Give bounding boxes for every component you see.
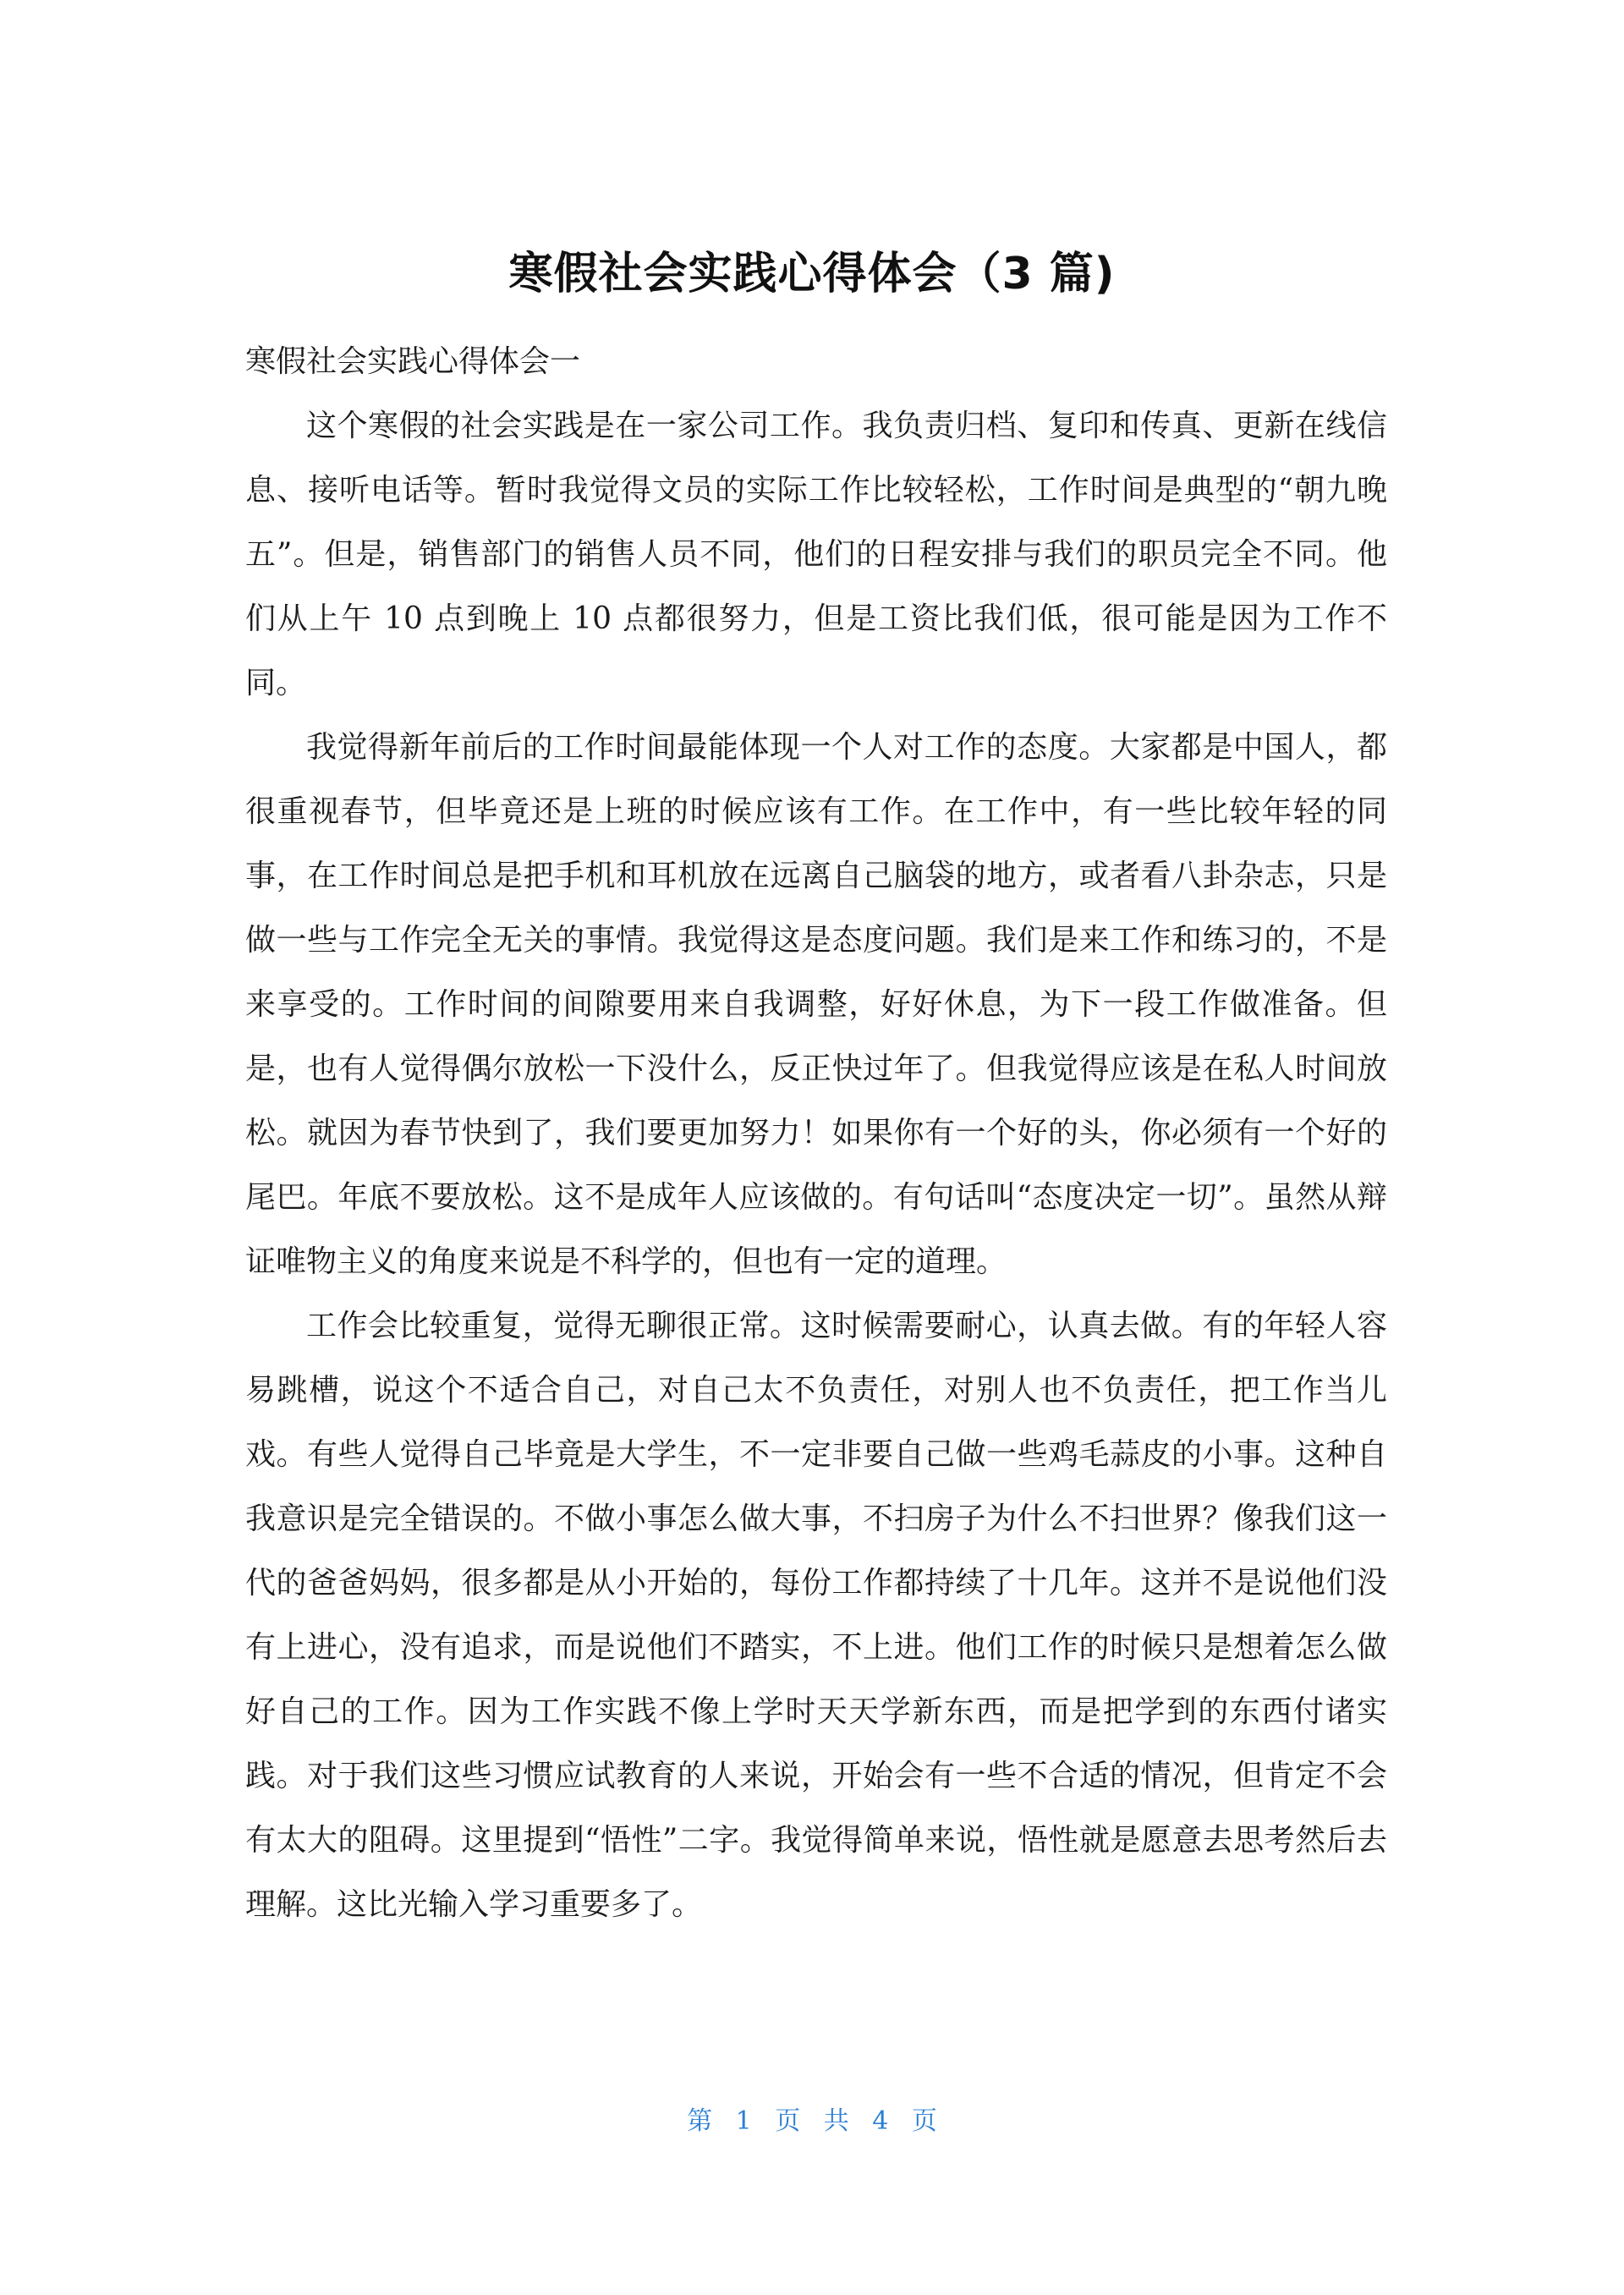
paragraph-1: 这个寒假的社会实践是在一家公司工作。我负责归档、复印和传真、更新在线信息、接听电话等。暂时我觉得文员的实际工作比较轻松，工作时间是典型的“朝九晚五”。但是，销售部门的销售人员不同，他们的日程安排与我们的职员完全不同。他们从上午 10 点到晚上 10 点都很努力，但是工资比我们低，很可能是因为工作不同。: [245, 409, 1387, 700]
paragraph-2: 我觉得新年前后的工作时间最能体现一个人对工作的态度。大家都是中国人，都很重视春节，但毕竟还是上班的时候应该有工作。在工作中，有一些比较年轻的同事，在工作时间总是把手机和耳机放在远离自己脑袋的地方，或者看八卦杂志，只是做一些与工作完全无关的事情。我觉得这是态度问题。我们是来工作和练习的，不是来享受的。工作时间的间隙要用来自我调整，好好休息，为下一段工作做准备。但是，也有人觉得偶尔放松一下没什么，反正快过年了。但我觉得应该是在私人时间放松。就因为春节快到了，我们要更加努力！如果你有一个好的头，你必须有一个好的尾巴。年底不要放松。这不是成年人应该做的。有句话叫“态度决定一切”。虽然从辩证唯物主义的角度来说是不科学的，但也有一定的道理。: [245, 730, 1387, 1279]
document-title: 寒假社会实践心得体会（3 篇): [508, 249, 1116, 299]
paragraph-3: 工作会比较重复，觉得无聊很正常。这时候需要耐心，认真去做。有的年轻人容易跳槽，说这个不适合自己，对自己太不负责任，对别人也不负责任，把工作当儿戏。有些人觉得自己毕竟是大学生，不一定非要自己做一些鸡毛蒜皮的小事。这种自我意识是完全错误的。不做小事怎么做大事，不扫房子为什么不扫世界？像我们这一代的爸爸妈妈，很多都是从小开始的，每份工作都持续了十几年。这并不是说他们没有上进心，没有追求，而是说他们不踏实，不上进。他们工作的时候只是想着怎么做好自己的工作。因为工作实践不像上学时天天学新东西，而是把学到的东西付诸实践。对于我们这些习惯应试教育的人来说，开始会有一些不合适的情况，但肯定不会有太大的阻碍。这里提到“悟性”二字。我觉得简单来说，悟性就是愿意去思考然后去理解。这比光输入学习重要多了。: [245, 1309, 1387, 1922]
section-heading: 寒假社会实践心得体会一: [245, 344, 581, 379]
document-body: [245, 330, 1387, 1937]
page-number-footer: 第 1 页 共 4 页: [687, 2106, 937, 2136]
